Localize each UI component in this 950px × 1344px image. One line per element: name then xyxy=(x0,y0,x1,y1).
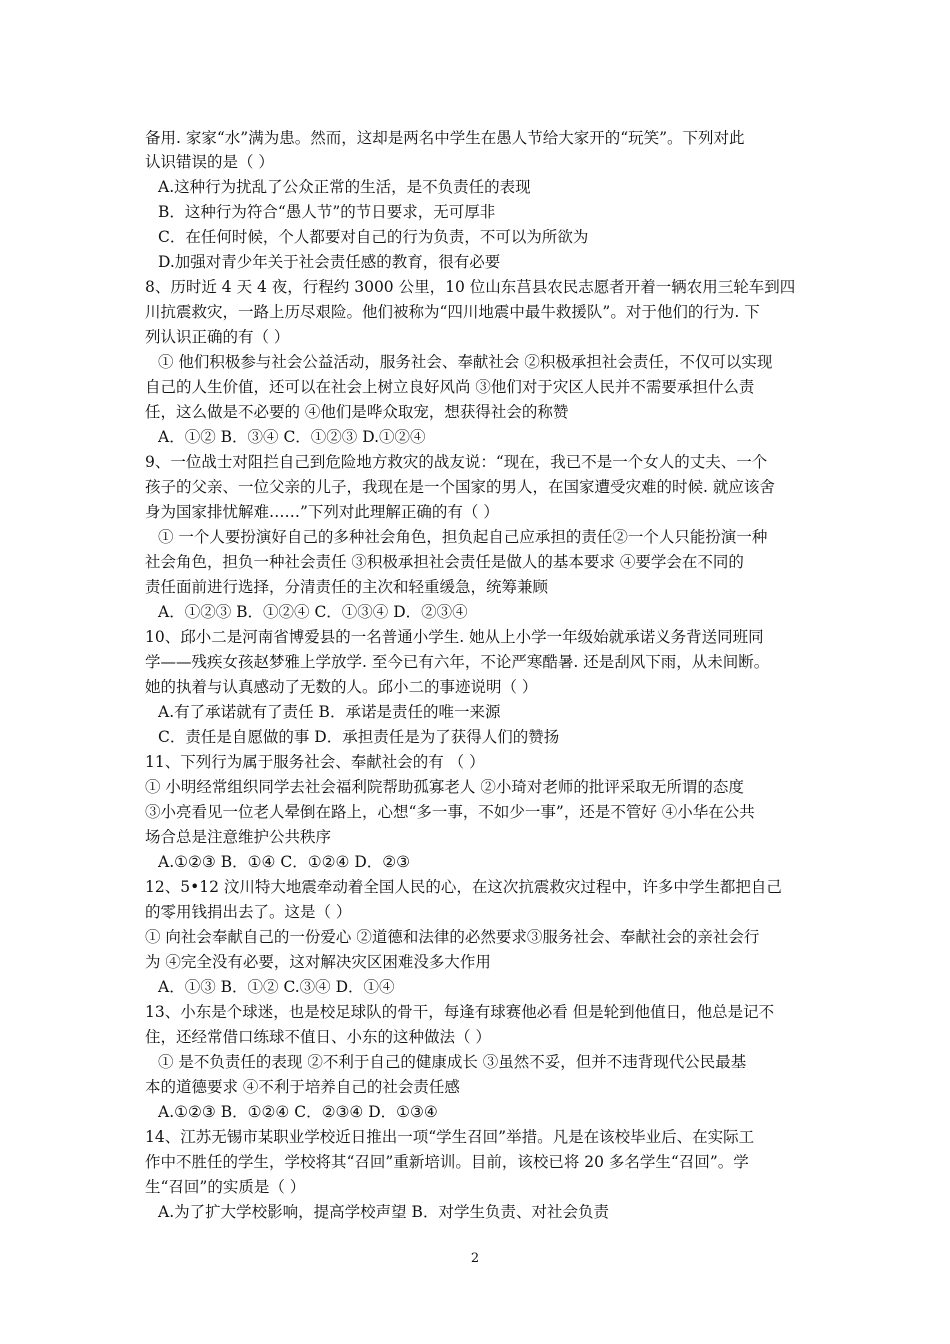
text-line: 为 ④完全没有必要，这对解决灾区困难没多大作用 xyxy=(145,953,491,971)
text-line: 社会角色，担负一种社会责任 ③积极承担社会责任是做人的基本要求 ④要学会在不同的 xyxy=(145,553,744,571)
option-line: A.①②③ B．①②④ C．②③④ D．①③④ xyxy=(158,1103,438,1121)
text-line: 认识错误的是（ ） xyxy=(145,153,274,171)
option-line: A．①②③ B．①②④ C．①③④ D．②③④ xyxy=(158,603,468,621)
question-line: 12、5•12 汶川特大地震牵动着全国人民的心，在这次抗震救灾过程中，许多中学生都把自己 xyxy=(145,878,782,896)
text-line: 场合总是注意维护公共秩序 xyxy=(145,828,332,846)
option-line: D.加强对青少年关于社会责任感的教育，很有必要 xyxy=(158,253,501,271)
page-number: 2 xyxy=(470,1251,480,1266)
text-line: 孩子的父亲、一位父亲的儿子，我现在是一个国家的男人，在国家遭受灾难的时候. 就应该舍 xyxy=(145,478,775,496)
question-line: 14、江苏无锡市某职业学校近日推出一项“学生召回”举措。凡是在该校毕业后、在实际工 xyxy=(145,1128,755,1146)
statement-line: ① 他们积极参与社会公益活动，服务社会、奉献社会 ②积极承担社会责任，不仅可以实现 xyxy=(158,353,773,371)
text-line: 作中不胜任的学生，学校将其“召回”重新培训。目前，该校已将 20 多名学生“召回”。学 xyxy=(145,1153,749,1171)
text-line: 责任面前进行选择，分清责任的主次和轻重缓急，统筹兼顾 xyxy=(145,578,549,596)
option-line: C．责任是自愿做的事 D．承担责任是为了获得人们的赞扬 xyxy=(158,728,560,746)
text-line: 身为国家排忧解难……”下列对此理解正确的有（ ） xyxy=(145,503,499,521)
question-line: 9、一位战士对阻拦自己到危险地方救灾的战友说：“现在，我已不是一个女人的丈夫、一个 xyxy=(145,453,768,471)
question-line: 13、小东是个球迷，也是校足球队的骨干，每逢有球赛他必看 但是轮到他值日，他总是记不 xyxy=(145,1003,775,1021)
statement-line: ① 向社会奉献自己的一份爱心 ②道德和法律的必然要求③服务社会、奉献社会的亲社会行 xyxy=(145,928,760,946)
text-line: 学——残疾女孩赵梦雅上学放学. 至今已有六年，不论严寒酷暑. 还是刮风下雨，从未间断。 xyxy=(145,653,770,671)
text-line: 本的道德要求 ④不利于培养自己的社会责任感 xyxy=(145,1078,460,1096)
text-line: 备用. 家家“水”满为患。然而，这却是两名中学生在愚人节给大家开的“玩笑”。下列对此 xyxy=(145,129,745,147)
option-line: A.这种行为扰乱了公众正常的生活，是不负责任的表现 xyxy=(158,178,531,196)
text-line: 任，这么做是不必要的 ④他们是哗众取宠，想获得社会的称赞 xyxy=(145,403,569,421)
text-line: 川抗震救灾，一路上历尽艰险。他们被称为“四川地震中最牛救援队”。对于他们的行为. 下 xyxy=(145,303,760,321)
option-line: A.①②③ B．①④ C．①②④ D．②③ xyxy=(158,853,411,871)
statement-line: ③小亮看见一位老人晕倒在路上，心想“多一事，不如少一事”，还是不管好 ④小华在公共 xyxy=(145,803,755,821)
option-line: A．①③ B．①② C.③④ D．①④ xyxy=(158,978,395,996)
option-line: A.有了承诺就有了责任 B．承诺是责任的唯一来源 xyxy=(158,703,501,721)
text-line: 的零用钱捐出去了。这是（ ） xyxy=(145,903,352,921)
option-line: B．这种行为符合“愚人节”的节日要求，无可厚非 xyxy=(158,203,496,221)
question-line: 10、邱小二是河南省博爱县的一名普通小学生. 她从上小学一年级始就承诺义务背送同班同 xyxy=(145,628,764,646)
statement-line: ① 一个人要扮演好自己的多种社会角色，担负起自己应承担的责任②一个人只能扮演一种 xyxy=(158,528,768,546)
question-line: 11、下列行为属于服务社会、奉献社会的有 （ ） xyxy=(145,753,485,771)
statement-line: ① 小明经常组织同学去社会福利院帮助孤寡老人 ②小琦对老师的批评采取无所谓的态度 xyxy=(145,778,744,796)
statement-line: ① 是不负责任的表现 ②不利于自己的健康成长 ③虽然不妥，但并不违背现代公民最基 xyxy=(158,1053,747,1071)
option-line: C．在任何时候，个人都要对自己的行为负责，不可以为所欲为 xyxy=(158,228,589,246)
option-line: A.为了扩大学校影响，提高学校声望 B．对学生负责、对社会负责 xyxy=(158,1203,609,1221)
question-line: 8、历时近 4 天 4 夜，行程约 3000 公里，10 位山东莒县农民志愿者开着一辆农用三轮车到四 xyxy=(145,278,796,296)
text-line: 生“召回”的实质是（ ） xyxy=(145,1178,306,1196)
text-line: 住，还经常借口练球不值日、小东的这种做法（ ） xyxy=(145,1028,491,1046)
text-line: 自己的人生价值，还可以在社会上树立良好风尚 ③他们对于灾区人民并不需要承担什么责 xyxy=(145,378,755,396)
text-line: 她的执着与认真感动了无数的人。邱小二的事迹说明（ ） xyxy=(145,678,538,696)
text-line: 列认识正确的有（ ） xyxy=(145,328,290,346)
option-line: A．①② B．③④ C．①②③ D.①②④ xyxy=(158,428,426,446)
